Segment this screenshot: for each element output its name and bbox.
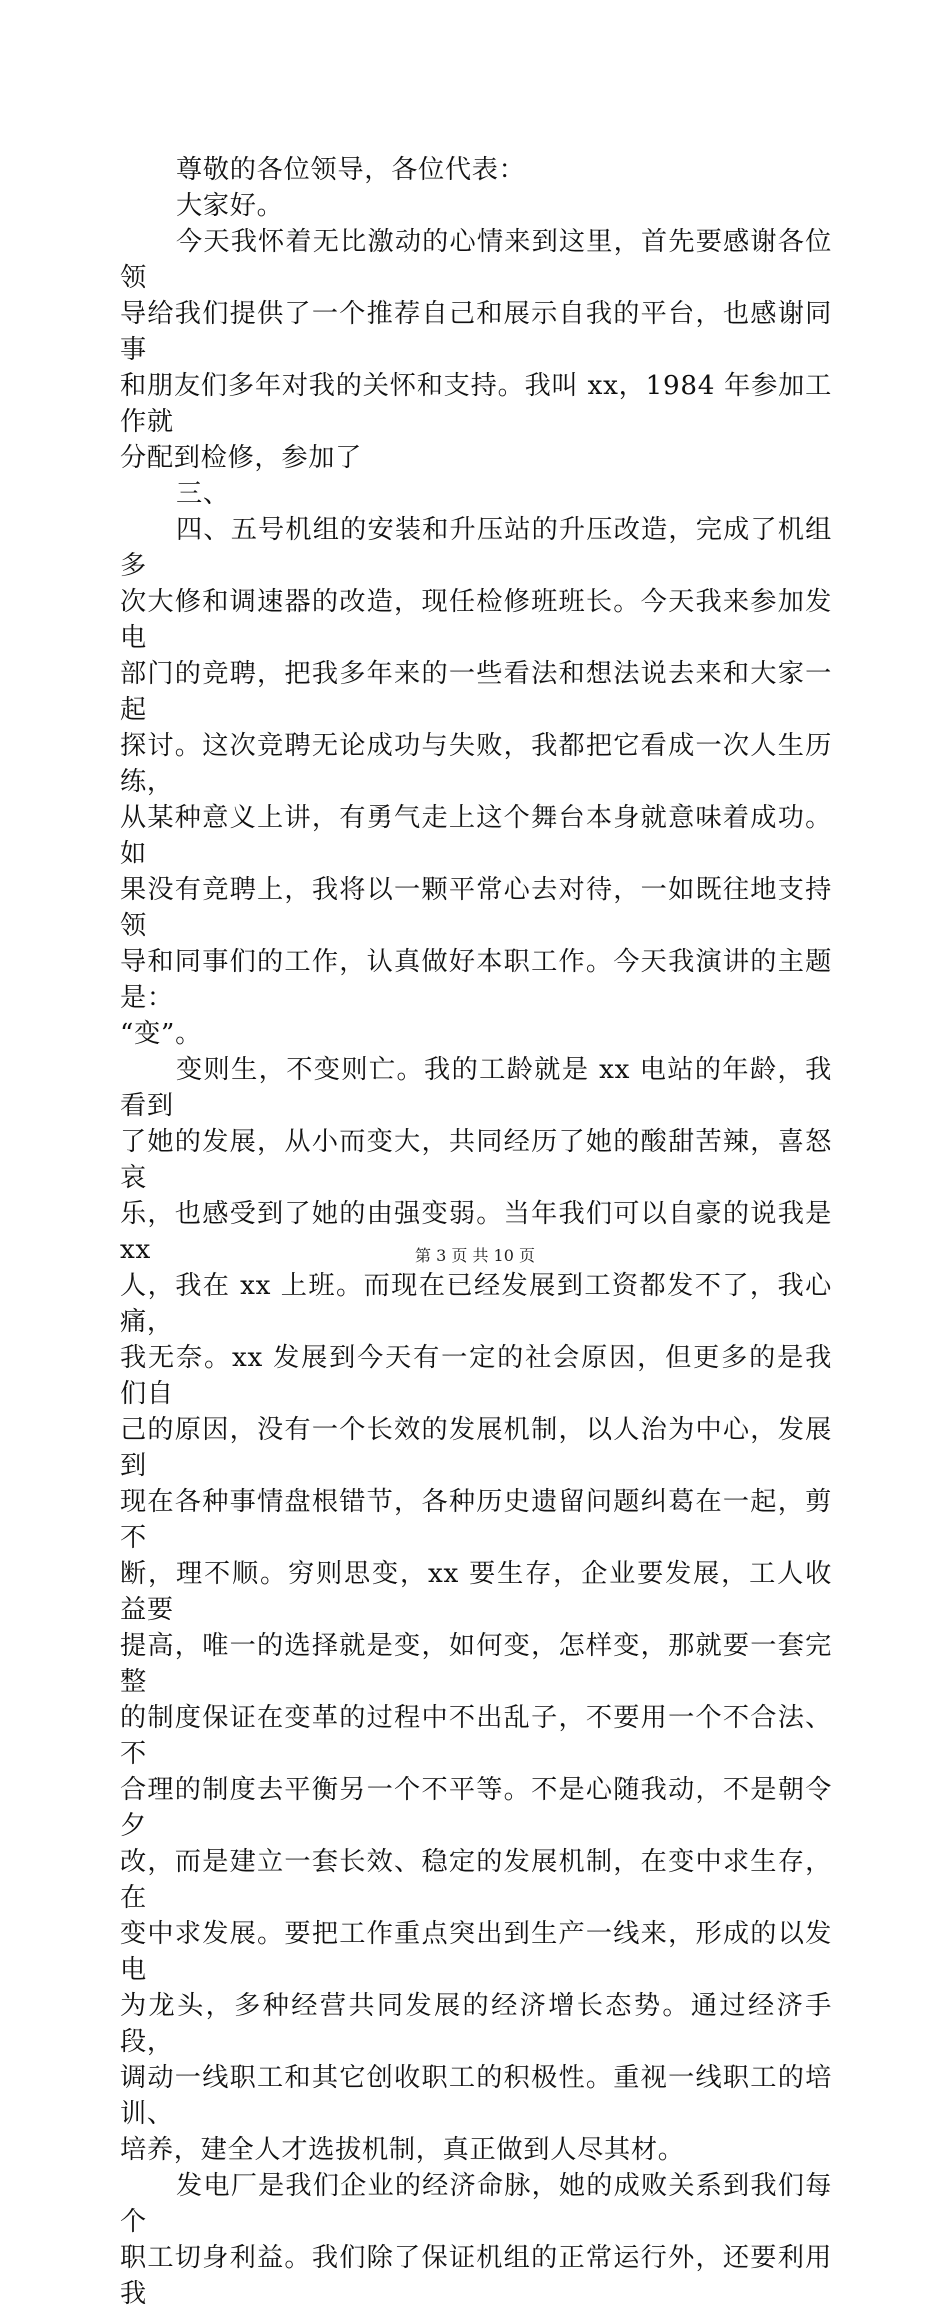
document-body	[120, 152, 832, 2312]
text-line: 为龙头，多种经营共同发展的经济增长态势。通过经济手段，	[120, 1991, 832, 2057]
text-line: 发电厂是我们企业的经济命脉，她的成败关系到我们每个	[120, 2171, 832, 2237]
text-line: “变”。	[120, 1019, 202, 1049]
text-line: 导给我们提供了一个推荐自己和展示自我的平台，也感谢同事	[120, 299, 832, 365]
text-line: 变则生，不变则亡。我的工龄就是 xx 电站的年龄，我看到	[120, 1055, 832, 1121]
text-line: 从某种意义上讲，有勇气走上这个舞台本身就意味着成功。如	[120, 803, 832, 869]
text-line: 导和同事们的工作，认真做好本职工作。今天我演讲的主题是：	[120, 947, 832, 1013]
salutation-line: 尊敬的各位领导，各位代表：	[176, 155, 526, 185]
text-line: 三、	[176, 479, 230, 509]
text-line: 培养，建全人才选拔机制，真正做到人尽其材。	[120, 2135, 685, 2165]
text-line: 我无奈。xx 发展到今天有一定的社会原因，但更多的是我们自	[120, 1343, 832, 1409]
text-line: 现在各种事情盘根错节，各种历史遗留问题纠葛在一起，剪不	[120, 1487, 832, 1553]
text-line: 次大修和调速器的改造，现任检修班班长。今天我来参加发电	[120, 587, 832, 653]
text-line: 提高，唯一的选择就是变，如何变，怎样变，那就要一套完整	[120, 1631, 832, 1697]
text-line: 部门的竞聘，把我多年来的一些看法和想法说去来和大家一起	[120, 659, 832, 725]
text-line: 调动一线职工和其它创收职工的积极性。重视一线职工的培训、	[120, 2063, 832, 2129]
text-line: 的制度保证在变革的过程中不出乱子，不要用一个不合法、不	[120, 1703, 832, 1769]
text-line: 职工切身利益。我们除了保证机组的正常运行外，还要利用我	[120, 2243, 832, 2309]
text-line: 断，理不顺。穷则思变，xx 要生存，企业要发展，工人收益要	[120, 1559, 832, 1625]
text-line: 了她的发展，从小而变大，共同经历了她的酸甜苦辣，喜怒哀	[120, 1127, 832, 1193]
text-line: 人，我在 xx 上班。而现在已经发展到工资都发不了，我心痛，	[120, 1271, 832, 1337]
text-line: 分配到检修，参加了	[120, 443, 362, 473]
text-line: 改，而是建立一套长效、稳定的发展机制，在变中求生存，在	[120, 1847, 832, 1913]
text-line: 乐，也感受到了她的由强变弱。当年我们可以自豪的说我是 xx	[120, 1199, 832, 1265]
text-line: 己的原因，没有一个长效的发展机制，以人治为中心，发展到	[120, 1415, 832, 1481]
text-line: 今天我怀着无比激动的心情来到这里，首先要感谢各位领	[120, 227, 832, 293]
text-line: 果没有竞聘上，我将以一颗平常心去对待，一如既往地支持领	[120, 875, 832, 941]
greeting-line: 大家好。	[176, 191, 284, 221]
text-line: 四、五号机组的安装和升压站的升压改造，完成了机组多	[120, 515, 832, 581]
text-line: 探讨。这次竞聘无论成功与失败，我都把它看成一次人生历练，	[120, 731, 832, 797]
text-line: 合理的制度去平衡另一个不平等。不是心随我动，不是朝令夕	[120, 1775, 832, 1841]
text-line: 和朋友们多年对我的关怀和支持。我叫 xx，1984 年参加工作就	[120, 371, 832, 437]
page-number-footer: 第 3 页 共 10 页	[415, 1246, 535, 1265]
text-line: 变中求发展。要把工作重点突出到生产一线来，形成的以发电	[120, 1919, 832, 1985]
